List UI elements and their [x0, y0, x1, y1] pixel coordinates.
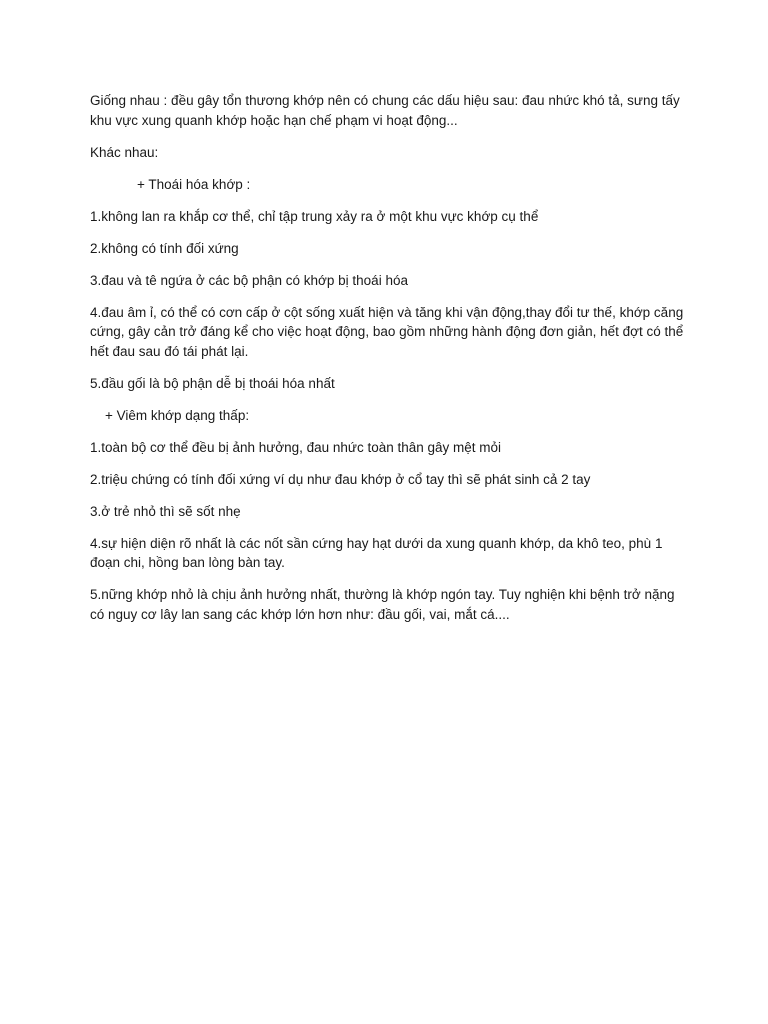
rheumatoid-item: 3.ở trẻ nhỏ thì sẽ sốt nhẹ	[90, 503, 241, 519]
osteoarthritis-item: 3.đau và tê ngứa ở các bộ phận có khớp bị thoái hóa	[90, 272, 408, 288]
osteoarthritis-item: 1.không lan ra khắp cơ thể, chỉ tập trung xảy ra ở một khu vực khớp cụ thể	[90, 208, 539, 224]
rheumatoid-item: 4.sự hiện diện rõ nhất là các nốt sần cứng hay hạt dưới da xung quanh khớp, da khô teo, phù 1 đoạn chi, hồng ban lòng bàn tay.	[90, 535, 663, 570]
document-body	[90, 91, 688, 637]
osteoarthritis-item: 5.đầu gối là bộ phận dễ bị thoái hóa nhất	[90, 375, 335, 391]
rheumatoid-item: 2.triệu chứng có tính đối xứng ví dụ như đau khớp ở cổ tay thì sẽ phát sinh cả 2 tay	[90, 471, 591, 487]
osteoarthritis-heading: + Thoái hóa khớp :	[137, 176, 251, 192]
similarities-paragraph: Giống nhau : đều gây tổn thương khớp nên có chung các dấu hiệu sau: đau nhức khó tả, sưng tấy khu vực xung quanh khớp hoặc hạn chế phạm vi hoạt động...	[90, 93, 680, 128]
osteoarthritis-item: 2.không có tính đối xứng	[90, 240, 239, 256]
rheumatoid-item: 5.nững khớp nhỏ là chịu ảnh hưởng nhất, thường là khớp ngón tay. Tuy nghiện khi bệnh trở nặng có nguy cơ lây lan sang các khớp lớn hơn như: đầu gối, vai, mắt cá....	[90, 587, 675, 622]
differences-label: Khác nhau:	[90, 144, 159, 160]
rheumatoid-item: 1.toàn bộ cơ thể đều bị ảnh hưởng, đau nhức toàn thân gây mệt mỏi	[90, 439, 502, 455]
rheumatoid-heading: + Viêm khớp dạng thấp:	[105, 407, 250, 423]
osteoarthritis-item: 4.đau âm ỉ, có thể có cơn cấp ở cột sống xuất hiện và tăng khi vận động,thay đổi tư thế, khớp căng cứng, gây cản trở đáng kể cho việc hoạt động, bao gồm những hành động đơn giản, hết đợt có thể hết đau sau đó tái phát lại.	[90, 304, 684, 359]
